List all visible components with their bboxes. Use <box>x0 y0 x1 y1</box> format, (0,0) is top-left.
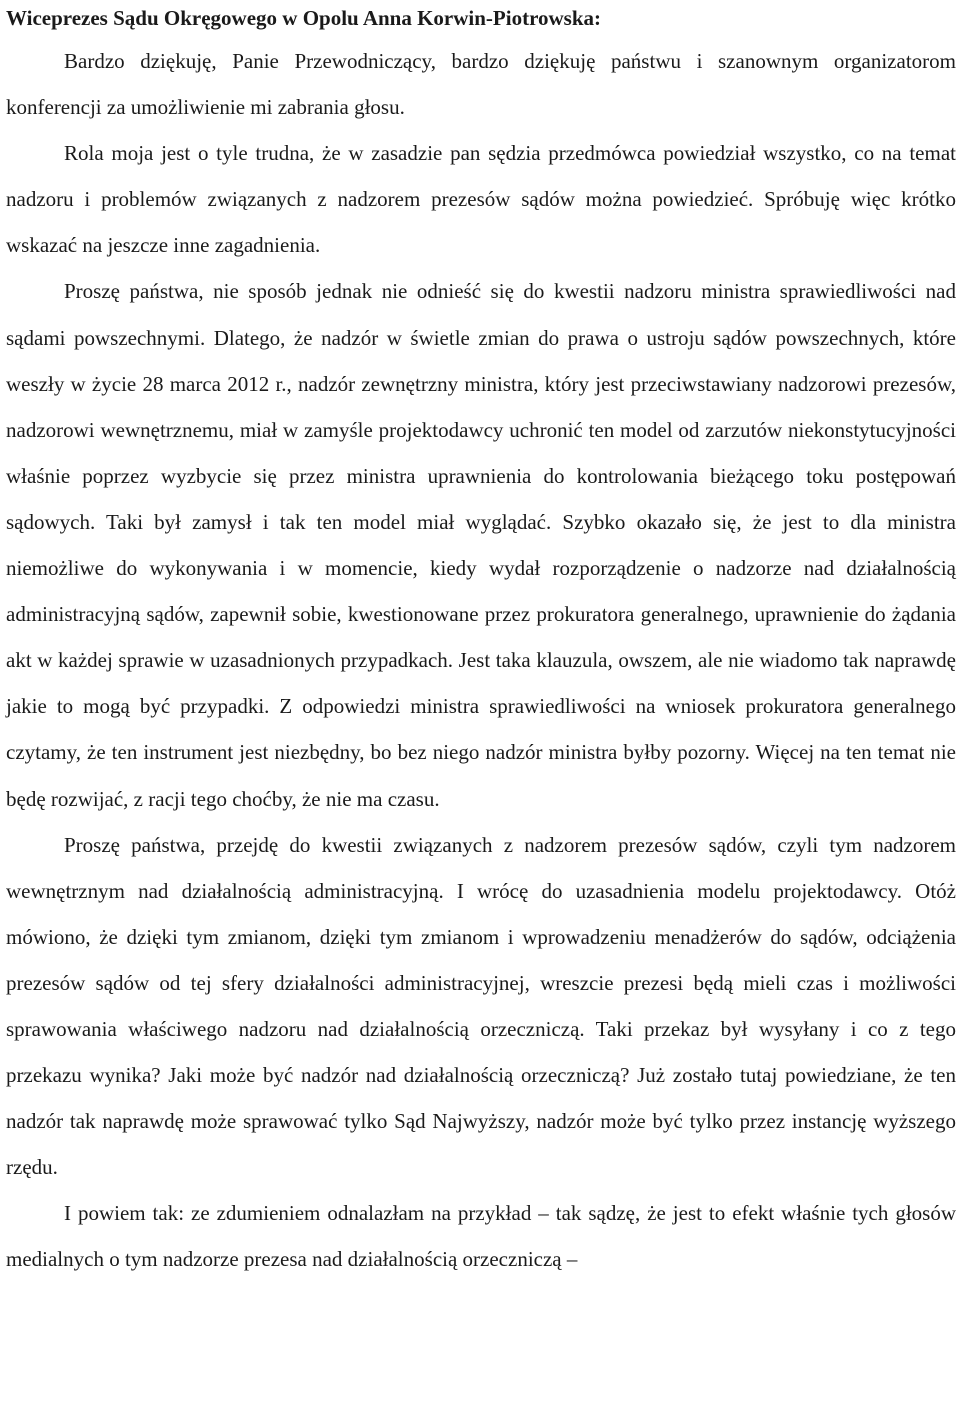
document-page <box>6 0 956 1283</box>
paragraph-3: Proszę państwa, nie sposób jednak nie odnieść się do kwestii nadzoru ministra sprawiedliwości nad sądami powszechnymi. Dlatego, że nadzór w świetle zmian do prawa o ustroju sądów powszechnych, które weszły w życie 28 marca 2012 r., nadzór zewnętrzny ministra, który jest przeciwstawiany nadzorowi prezesów, nadzorowi wewnętrznemu, miał w zamyśle projektodawcy uchronić ten model od zarzutów niekonstytucyjności właśnie poprzez wyzbycie się przez ministra uprawnienia do kontrolowania bieżącego toku postępowań sądowych. Taki był zamysł i tak ten model miał wyglądać. Szybko okazało się, że jest to dla ministra niemożliwe do wykonywania i w momencie, kiedy wydał rozporządzenie o nadzorze nad działalnością administracyjną sądów, zapewnił sobie, kwestionowane przez prokuratora generalnego, uprawnienie do żądania akt w każdej sprawie w uzasadnionych przypadkach. Jest taka klauzula, owszem, ale nie wiadomo tak naprawdę jakie to mogą być przypadki. Z odpowiedzi ministra sprawiedliwości na wniosek prokuratora generalnego czytamy, że ten instrument jest niezbędny, bo bez niego nadzór ministra byłby pozorny. Więcej na ten temat nie będę rozwijać, z racji tego choćby, że nie ma czasu. <box>6 279 956 811</box>
paragraph-5: I powiem tak: ze zdumieniem odnalazłam na przykład – tak sądzę, że jest to efekt właśnie tych głosów medialnych o tym nadzorze prezesa nad działalnością orzeczniczą – <box>6 1201 956 1272</box>
paragraph-4: Proszę państwa, przejdę do kwestii związanych z nadzorem prezesów sądów, czyli tym nadzorem wewnętrznym nad działalnością administracyjną. I wrócę do uzasadnienia modelu projektodawcy. Otóż mówiono, że dzięki tym zmianom, dzięki tym zmianom i wprowadzeniu menadżerów do sądów, odciążenia prezesów sądów od tej sfery działalności administracyjnej, wreszcie prezesi będą mieli czas i możliwości sprawowania właściwego nadzoru nad działalnością orzeczniczą. Taki przekaz był wysyłany i co z tego przekazu wynika? Jaki może być nadzór nad działalnością orzeczniczą? Już zostało tutaj powiedziane, że ten nadzór tak naprawdę może sprawować tylko Sąd Najwyższy, nadzór może być tylko przez instancję wyższego rzędu. <box>6 832 956 1180</box>
paragraph-2: Rola moja jest o tyle trudna, że w zasadzie pan sędzia przedmówca powiedział wszystko, co na temat nadzoru i problemów związanych z nadzorem prezesów sądów można powiedzieć. Spróbuję więc krótko wskazać na jeszcze inne zagadnienia. <box>6 141 956 258</box>
paragraph-1: Bardzo dziękuję, Panie Przewodniczący, bardzo dziękuję państwu i szanownym organizatorom konferencji za umożliwienie mi zabrania głosu. <box>6 49 956 120</box>
speaker-heading: Wiceprezes Sądu Okręgowego w Opolu Anna Korwin-Piotrowska: <box>6 6 602 30</box>
